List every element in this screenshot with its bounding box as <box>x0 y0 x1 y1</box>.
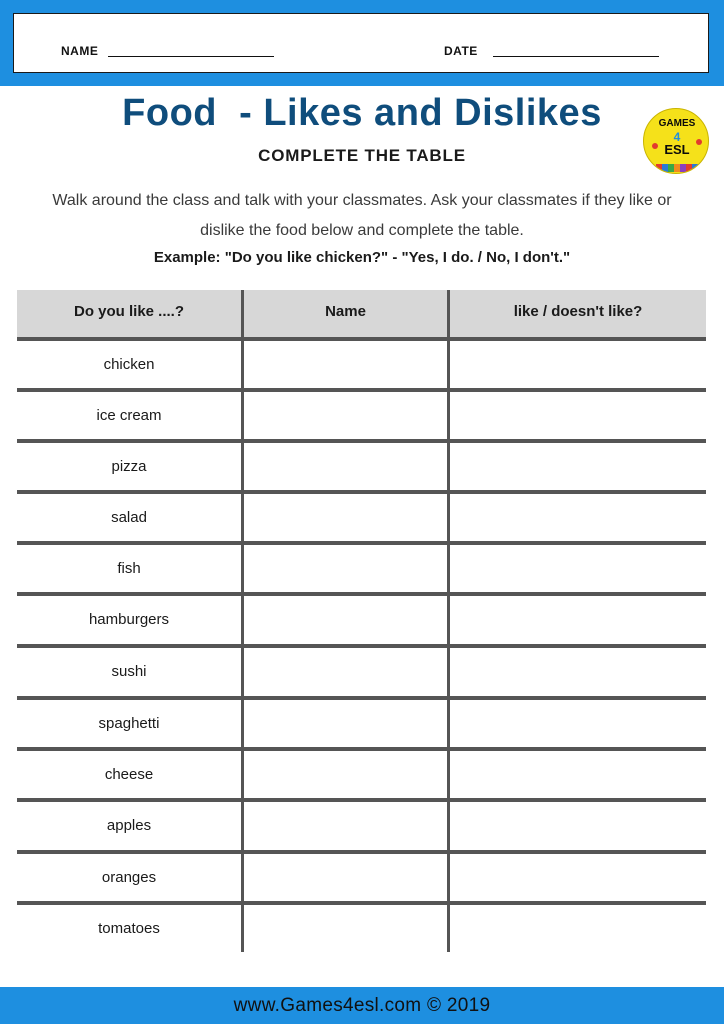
like-cell[interactable] <box>450 648 706 694</box>
name-cell[interactable] <box>244 751 447 797</box>
name-cell[interactable] <box>244 854 447 900</box>
page-title: Food - Likes and Dislikes <box>122 92 602 134</box>
header-like: like / doesn't like? <box>513 303 643 320</box>
food-item: oranges <box>101 869 157 886</box>
food-item: apples <box>106 817 152 834</box>
like-cell[interactable] <box>450 443 706 489</box>
date-label: DATE <box>444 44 478 58</box>
like-cell[interactable] <box>450 700 706 746</box>
like-cell[interactable] <box>450 494 706 540</box>
name-cell[interactable] <box>244 905 447 951</box>
like-cell[interactable] <box>450 854 706 900</box>
date-field[interactable] <box>493 56 659 57</box>
name-label: NAME <box>61 44 99 58</box>
name-cell[interactable] <box>244 545 447 591</box>
name-cell[interactable] <box>244 802 447 848</box>
food-item: ice cream <box>96 407 162 424</box>
like-cell[interactable] <box>450 802 706 848</box>
page-subtitle: COMPLETE THE TABLE <box>258 146 466 165</box>
name-field[interactable] <box>108 56 274 57</box>
footer-url: www.Games4esl.com © 2019 <box>0 987 724 1024</box>
food-item: spaghetti <box>98 715 160 732</box>
like-cell[interactable] <box>450 751 706 797</box>
name-cell[interactable] <box>244 443 447 489</box>
header-food: Do you like ....? <box>73 303 185 320</box>
name-cell[interactable] <box>244 648 447 694</box>
name-cell[interactable] <box>244 392 447 438</box>
like-cell[interactable] <box>450 596 706 642</box>
food-item: hamburgers <box>88 611 170 628</box>
food-item: pizza <box>111 458 147 475</box>
logo-line1: GAMES <box>658 118 696 129</box>
name-date-box <box>13 13 709 73</box>
food-item: cheese <box>104 766 154 783</box>
table-header <box>17 290 706 338</box>
logo-line2: 4 <box>673 130 681 144</box>
like-cell[interactable] <box>450 905 706 951</box>
like-cell[interactable] <box>450 392 706 438</box>
food-item: tomatoes <box>98 920 160 937</box>
food-item: sushi <box>111 663 147 680</box>
food-item: salad <box>111 509 147 526</box>
header-band <box>0 0 724 86</box>
like-cell[interactable] <box>450 545 706 591</box>
name-cell[interactable] <box>244 494 447 540</box>
logo-line3: ESL <box>664 142 690 157</box>
name-cell[interactable] <box>244 341 447 387</box>
name-cell[interactable] <box>244 596 447 642</box>
food-item: fish <box>117 560 141 577</box>
food-item: chicken <box>103 356 155 373</box>
like-cell[interactable] <box>450 341 706 387</box>
header-name: Name <box>325 303 366 320</box>
instructions-text: Walk around the class and talk with your classmates. Ask your classmates if they like or dislike the food below and complete the table. <box>52 192 672 239</box>
name-cell[interactable] <box>244 700 447 746</box>
example-text: Example: "Do you like chicken?" - "Yes, I do. / No, I don't." <box>153 249 571 266</box>
